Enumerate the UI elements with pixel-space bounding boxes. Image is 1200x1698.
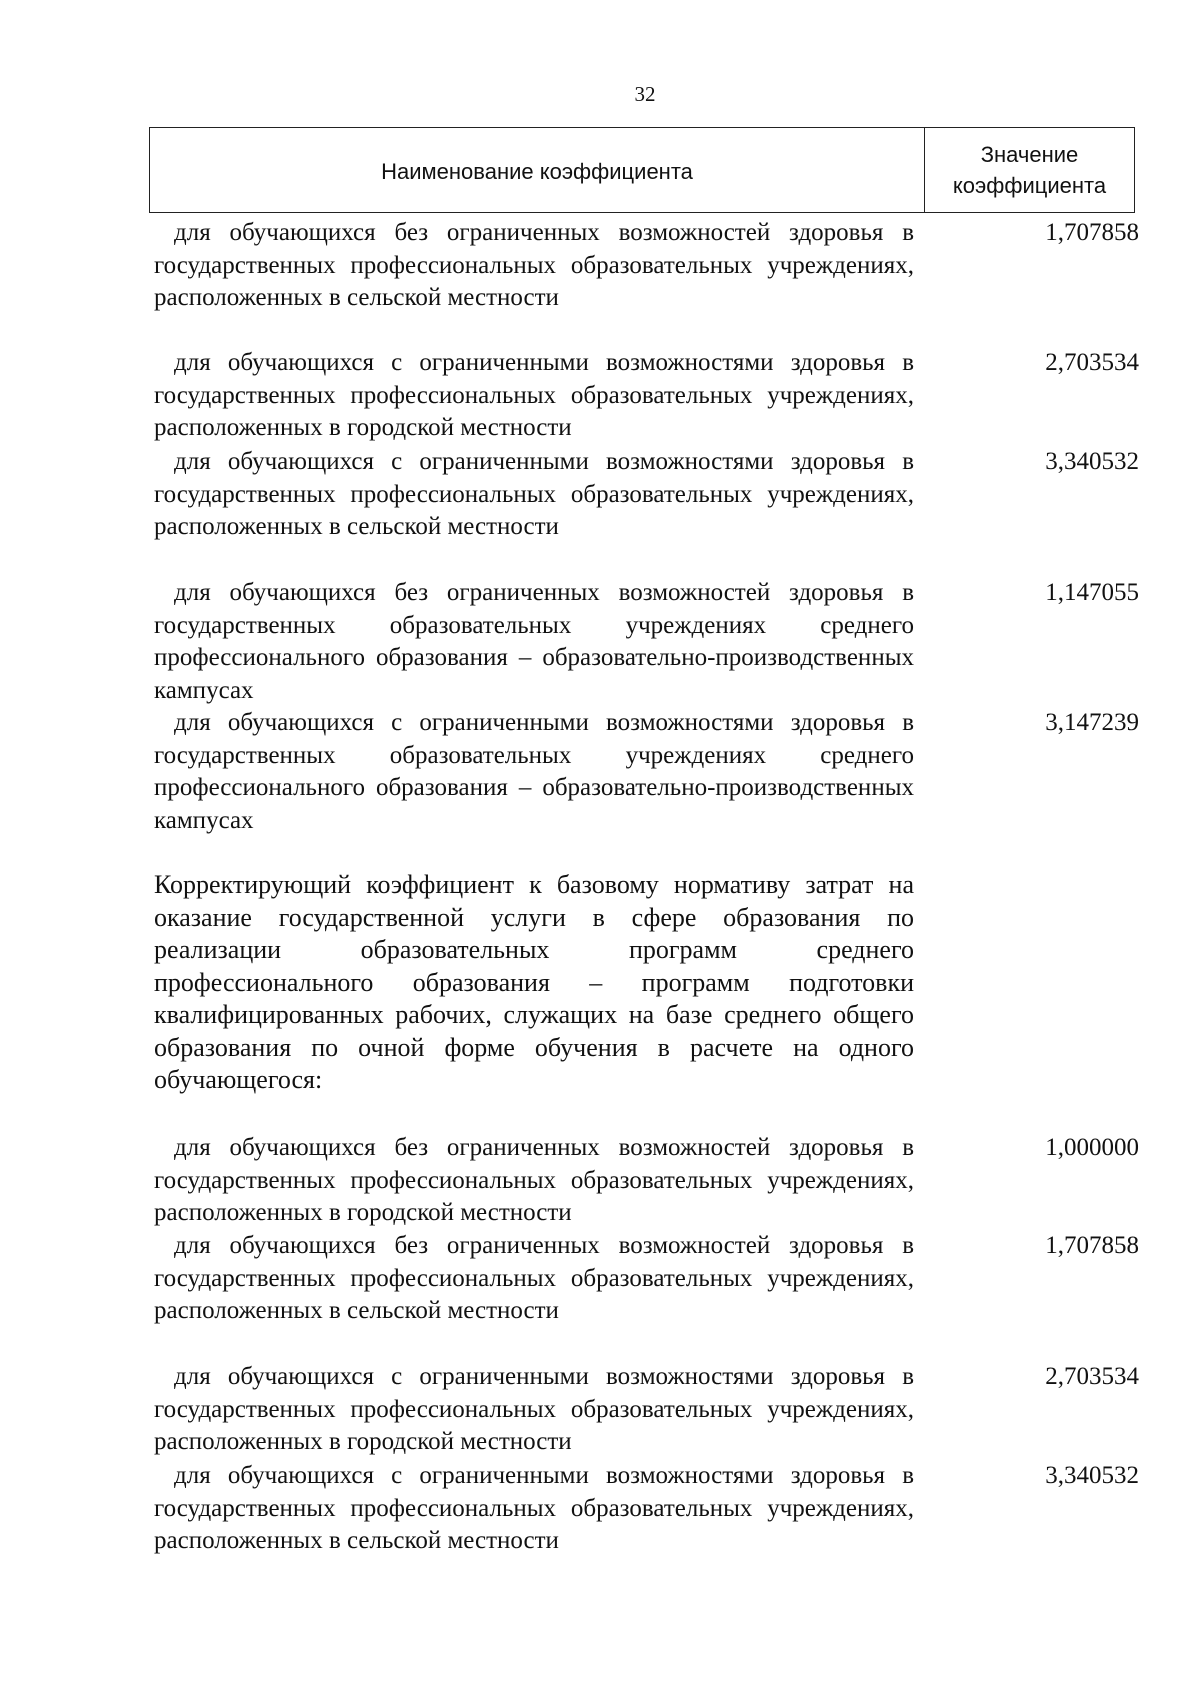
row-value: 1,000000	[1045, 1134, 1139, 1161]
section-heading-row	[154, 869, 1154, 1097]
table-row	[154, 1230, 1154, 1328]
row-value: 1,147055	[1045, 579, 1139, 606]
row-description: для обучающихся с ограниченными возможностями здоровья в государственных профессиональных образовательных учреждениях, расположенных в сельской местности	[154, 1462, 914, 1554]
table-row	[154, 217, 1154, 315]
row-description: для обучающихся с ограниченными возможностями здоровья в государственных профессиональных образовательных учреждениях, расположенных в сельской местности	[154, 448, 914, 540]
table-row	[154, 446, 1154, 544]
row-value: 1,707858	[1045, 1232, 1139, 1259]
row-value: 2,703534	[1045, 1363, 1139, 1390]
row-description: для обучающихся без ограниченных возможностей здоровья в государственных образовательных учреждениях среднего профессионального образования – образовательно-производственных кампусах	[154, 579, 914, 704]
row-description: для обучающихся без ограниченных возможностей здоровья в государственных профессиональных образовательных учреждениях, расположенных в сельской местности	[154, 219, 914, 311]
section-heading: Корректирующий коэффициент к базовому нормативу затрат на оказание государственной услуги в сфере образования по реализации образовательных программ среднего профессионального образования – программ подготовки квалифицированных рабочих, служащих на базе среднего общего образования по очной форме обучения в расчете на одного обучающегося:	[154, 870, 914, 1094]
header-coefficient-value: Значение коэффициента	[952, 142, 1107, 198]
table-row	[154, 347, 1154, 445]
row-description: для обучающихся с ограниченными возможностями здоровья в государственных профессиональных образовательных учреждениях, расположенных в городской местности	[154, 349, 914, 441]
page-number: 32	[634, 82, 656, 106]
table-header	[149, 127, 1135, 213]
row-description: для обучающихся с ограниченными возможностями здоровья в государственных профессиональных образовательных учреждениях, расположенных в городской местности	[154, 1363, 914, 1455]
table-row	[154, 1460, 1154, 1558]
table-row	[154, 707, 1154, 837]
row-value: 1,707858	[1045, 219, 1139, 246]
row-description: для обучающихся без ограниченных возможностей здоровья в государственных профессиональных образовательных учреждениях, расположенных в сельской местности	[154, 1232, 914, 1324]
table-row	[154, 1132, 1154, 1230]
row-value: 3,340532	[1045, 1462, 1139, 1489]
row-value: 2,703534	[1045, 349, 1139, 376]
header-coefficient-name: Наименование коэффициента	[150, 128, 925, 212]
table-row	[154, 577, 1154, 707]
row-value: 3,147239	[1045, 709, 1139, 736]
row-description: для обучающихся без ограниченных возможностей здоровья в государственных профессиональных образовательных учреждениях, расположенных в городской местности	[154, 1134, 914, 1226]
table-row	[154, 1361, 1154, 1459]
row-value: 3,340532	[1045, 448, 1139, 475]
row-description: для обучающихся с ограниченными возможностями здоровья в государственных образовательных учреждениях среднего профессионального образования – образовательно-производственных кампусах	[154, 709, 914, 834]
